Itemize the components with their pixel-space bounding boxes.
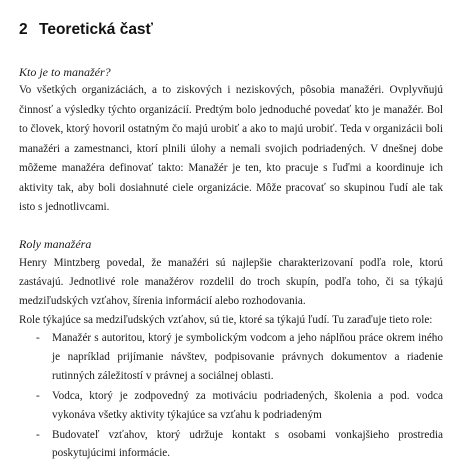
paragraph-line: Role týkajúce sa medziľudských vzťahov, sú tie, ktoré sa týkajú ľudí. Tu zaraďuje tieto role: bbox=[19, 314, 433, 326]
chapter-title: Teoretická časť bbox=[39, 21, 153, 38]
paragraph-line: to človek, ktorý hovoril ostatným čo majú urobiť a ako to majú urobiť. Teda v organizácii boli bbox=[19, 123, 443, 135]
list-bullet-dash: - bbox=[36, 332, 40, 344]
list-item-line: je napríklad prijímanie návštev, podpisovanie právnych dokumentov a riadenie bbox=[52, 351, 443, 363]
paragraph-line: činnosť a výsledky týchto organizácií. Predtým bolo jednoduché povedať kto je manažér. Bol bbox=[19, 104, 443, 116]
paragraph-line: môžeme manažéra definovať takto: Manažér je ten, kto pracuje s ľuďmi a koordinuje ich bbox=[19, 162, 443, 174]
paragraph-line: manažéri a zamestnanci, ktorí plnili úlohy a nemali svojich podriadených. V dnešnej dobe bbox=[19, 143, 443, 155]
chapter-number: 2 bbox=[19, 21, 28, 38]
list-bullet-dash: - bbox=[36, 390, 40, 402]
list-item-line: rutinných záležitostí v právnej a sociálnej oblasti. bbox=[52, 370, 274, 382]
section-title-kto-je-manazer: Kto je to manažér? bbox=[19, 65, 111, 79]
list-item-line: Budovateľ vzťahov, ktorý udržuje kontakt s osobami vonkajšieho prostredia bbox=[52, 429, 443, 441]
list-item-line: poskytujúcimi informácie. bbox=[52, 447, 171, 459]
chapter-heading bbox=[19, 20, 153, 40]
paragraph-line: Vo všetkých organizáciách, a to ziskových i neziskových, pôsobia manažéri. Ovplyvňujú bbox=[19, 84, 443, 96]
paragraph-line: aktivity tak, aby boli dosiahnuté ciele organizácie. Môže pracovať so skupinou ľudí ale tak bbox=[19, 182, 443, 194]
list-bullet-dash: - bbox=[36, 429, 40, 441]
list-item-line: vykonáva všetky aktivity týkajúce sa vzťahu k podriadeným bbox=[52, 409, 322, 421]
section-title-roly-manazera: Roly manažéra bbox=[19, 237, 92, 251]
list-item-line: Vodca, ktorý je zodpovedný za motiváciu podriadených, školenia a pod. vodca bbox=[52, 390, 443, 402]
paragraph-line: medziľudských vzťahov, šírenia informácií alebo rozhodovania. bbox=[19, 295, 306, 307]
paragraph-line: Henry Mintzberg povedal, že manažéri sú najlepšie charakterizovaní podľa role, ktorú bbox=[19, 257, 443, 269]
paragraph-line: zastávajú. Jednotlivé role manažérov rozdelil do troch skupín, podľa toho, či sa týkajú bbox=[19, 276, 443, 288]
paragraph-line: isto s jednotlivcami. bbox=[19, 201, 110, 213]
list-item-line: Manažér s autoritou, ktorý je symbolickým vodcom a jeho náplňou práce okrem iného bbox=[52, 332, 443, 344]
